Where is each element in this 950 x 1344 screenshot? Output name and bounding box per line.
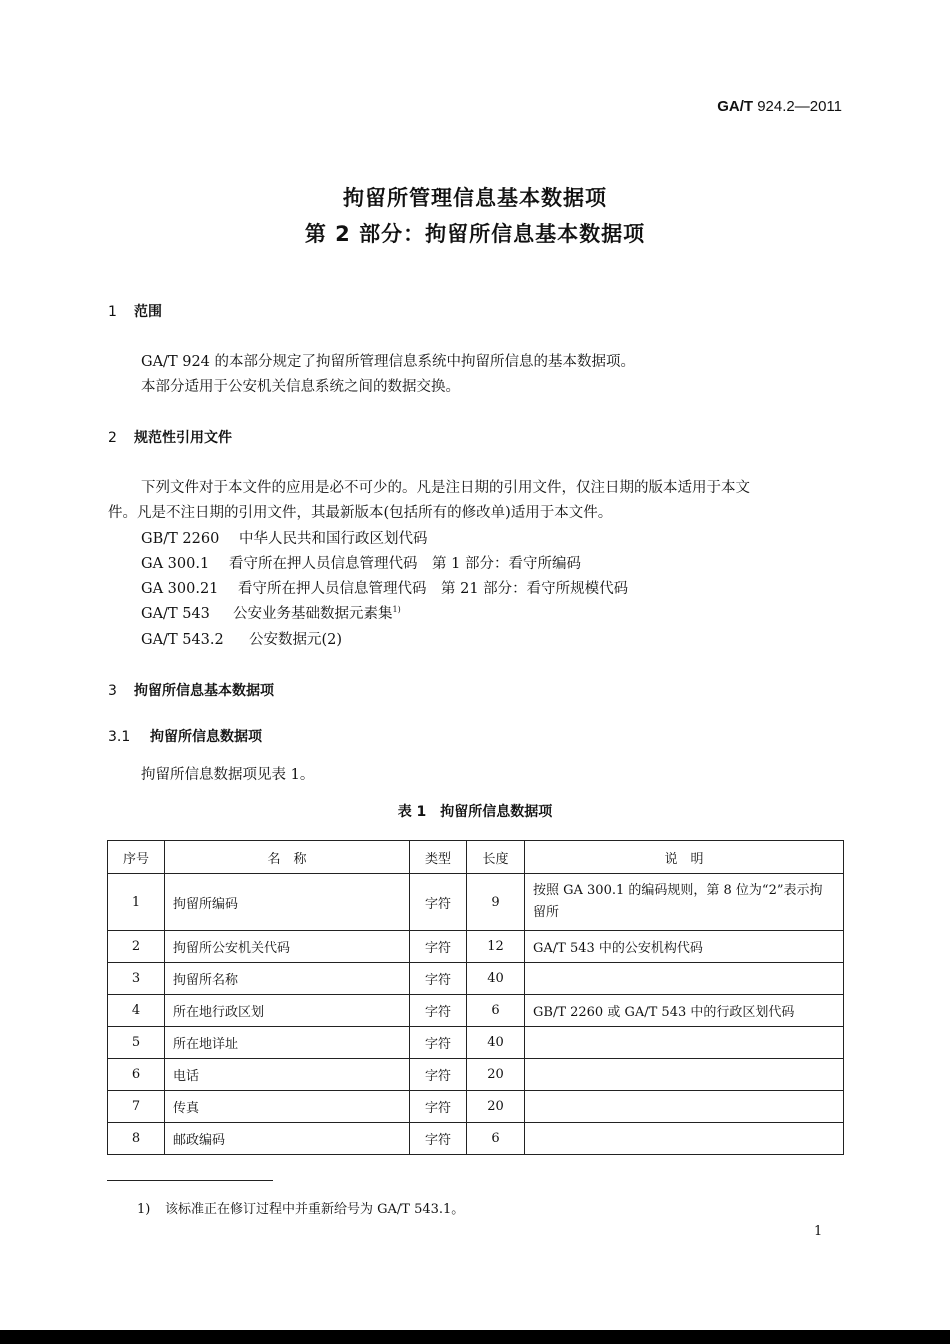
table-row [108, 963, 844, 995]
row-number-cell: 5 [108, 1027, 165, 1059]
type-cell: 字符 [410, 995, 467, 1027]
length-cell: 20 [467, 1091, 525, 1123]
section-title: 拘留所信息数据项 [150, 729, 262, 745]
references-paragraph-line1: 下列文件对于本文件的应用是必不可少的。凡是注日期的引用文件，仅注日期的版本适用于本文 [141, 480, 750, 496]
length-cell: 40 [467, 1027, 525, 1059]
table-row [108, 1027, 844, 1059]
reference-title: 中华人民共和国行政区划代码 [239, 531, 428, 547]
table-row [108, 1123, 844, 1155]
section-number: 3.1 [108, 729, 131, 745]
column-header: 类型 [410, 841, 467, 874]
reference-item [141, 552, 581, 573]
type-cell: 字符 [410, 1059, 467, 1091]
reference-code: GA 300.21 [141, 581, 219, 597]
length-cell: 12 [467, 931, 525, 963]
name-cell: 电话 [165, 1059, 410, 1091]
type-cell: 字符 [410, 1123, 467, 1155]
type-cell: 字符 [410, 1027, 467, 1059]
description-cell: 按照 GA 300.1 的编码规则，第 8 位为“2”表示拘留所 [525, 874, 844, 931]
row-number-cell: 3 [108, 963, 165, 995]
table-row [108, 1091, 844, 1123]
column-header: 长度 [467, 841, 525, 874]
reference-code: GA/T 543 [141, 606, 210, 622]
row-number-cell: 6 [108, 1059, 165, 1091]
description-cell [525, 963, 844, 995]
section-title: 范围 [134, 304, 162, 320]
data-items-table [107, 840, 844, 1155]
references-paragraph-line2: 件。凡是不注日期的引用文件，其最新版本(包括所有的修改单)适用于本文件。 [108, 505, 613, 521]
name-cell: 所在地详址 [165, 1027, 410, 1059]
row-number-cell: 2 [108, 931, 165, 963]
column-header: 说 明 [525, 841, 844, 874]
standard-code: 924.2—2011 [757, 98, 842, 115]
length-cell: 40 [467, 963, 525, 995]
table-row [108, 931, 844, 963]
type-cell: 字符 [410, 931, 467, 963]
description-cell [525, 1091, 844, 1123]
table-header-row [108, 841, 844, 874]
section-3-heading [108, 680, 274, 700]
reference-title: 看守所在押人员信息管理代码 第 21 部分：看守所规模代码 [238, 581, 629, 597]
reference-code: GA 300.1 [141, 556, 210, 572]
length-cell: 6 [467, 995, 525, 1027]
description-cell [525, 1027, 844, 1059]
footnote [137, 1198, 464, 1217]
section-title: 规范性引用文件 [134, 430, 232, 446]
name-cell: 拘留所编码 [165, 874, 410, 931]
length-cell: 20 [467, 1059, 525, 1091]
footnote-marker: 1) [137, 1202, 151, 1217]
bottom-border-bar [0, 1330, 950, 1344]
reference-item [141, 577, 628, 598]
description-cell: GA/T 543 中的公安机构代码 [525, 931, 844, 963]
reference-code: GA/T 543.2 [141, 632, 224, 648]
length-cell: 6 [467, 1123, 525, 1155]
description-cell: GB/T 2260 或 GA/T 543 中的行政区划代码 [525, 995, 844, 1027]
table-row [108, 874, 844, 931]
row-number-cell: 4 [108, 995, 165, 1027]
footnote-separator [107, 1180, 273, 1181]
type-cell: 字符 [410, 1091, 467, 1123]
reference-item [141, 527, 428, 548]
document-title-line1: 拘留所管理信息基本数据项 [343, 186, 607, 210]
name-cell: 拘留所公安机关代码 [165, 931, 410, 963]
document-title-line2: 第 2 部分：拘留所信息基本数据项 [304, 222, 646, 246]
row-number-cell: 1 [108, 874, 165, 931]
type-cell: 字符 [410, 874, 467, 931]
footnote-text: 该标准正在修订过程中并重新给号为 GA/T 543.1。 [165, 1202, 465, 1217]
footnote-marker: 1) [392, 605, 401, 614]
section-number: 1 [108, 304, 117, 320]
section-3-1-heading [108, 726, 262, 746]
table-caption: 表 1 拘留所信息数据项 [397, 804, 553, 820]
section-number: 3 [108, 683, 117, 699]
name-cell: 邮政编码 [165, 1123, 410, 1155]
type-cell: 字符 [410, 963, 467, 995]
reference-title: 公安业务基础数据元素集 [233, 606, 393, 622]
reference-item [141, 602, 401, 623]
name-cell: 拘留所名称 [165, 963, 410, 995]
length-cell: 9 [467, 874, 525, 931]
section-number: 2 [108, 430, 117, 446]
reference-code: GB/T 2260 [141, 531, 220, 547]
row-number-cell: 7 [108, 1091, 165, 1123]
column-header: 序号 [108, 841, 165, 874]
description-cell [525, 1059, 844, 1091]
table-row [108, 995, 844, 1027]
description-cell [525, 1123, 844, 1155]
section-title: 拘留所信息基本数据项 [134, 683, 274, 699]
reference-title: 看守所在押人员信息管理代码 第 1 部分：看守所编码 [229, 556, 581, 572]
reference-item [141, 628, 342, 649]
table-row [108, 1059, 844, 1091]
row-number-cell: 8 [108, 1123, 165, 1155]
column-header: 名 称 [165, 841, 410, 874]
reference-title: 公安数据元(2) [249, 632, 343, 648]
scope-paragraph-2: 本部分适用于公安机关信息系统之间的数据交换。 [141, 379, 460, 395]
standard-prefix: GA/T [717, 98, 754, 115]
page-number: 1 [814, 1224, 823, 1239]
section-1-heading [108, 301, 162, 321]
table-reference-text: 拘留所信息数据项见表 1。 [141, 767, 315, 783]
section-2-heading [108, 427, 232, 447]
name-cell: 传真 [165, 1091, 410, 1123]
name-cell: 所在地行政区划 [165, 995, 410, 1027]
scope-paragraph-1: GA/T 924 的本部分规定了拘留所管理信息系统中拘留所信息的基本数据项。 [141, 354, 636, 370]
standard-number [717, 98, 842, 115]
